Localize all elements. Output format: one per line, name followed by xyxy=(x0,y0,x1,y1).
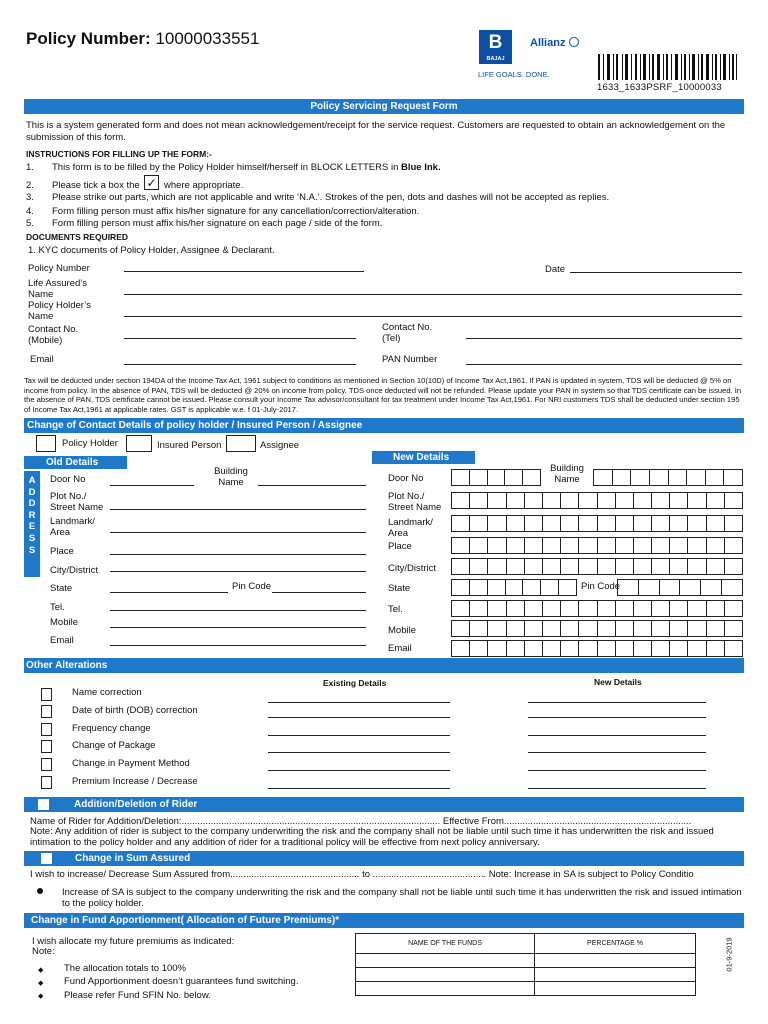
change-package-new-field[interactable] xyxy=(528,752,706,753)
rider-line: Name of Rider for Addition/Deletion:.................................................................................................. Effective From....................................................................... xyxy=(30,816,692,827)
new-building-name-grid[interactable] xyxy=(593,469,743,486)
bajaj-logo-text: BAJAJ xyxy=(486,56,505,62)
new-tel-grid[interactable] xyxy=(451,600,743,617)
old-email-field[interactable] xyxy=(110,645,366,646)
dob-correction-new-field[interactable] xyxy=(528,717,706,718)
instruction-2-text: Please tick a box the xyxy=(52,180,140,191)
sum-assured-title: Change in Sum Assured xyxy=(75,853,191,864)
sum-assured-bullet-icon xyxy=(37,888,43,894)
insured-person-checkbox[interactable] xyxy=(126,435,152,452)
instruction-1-bold: Blue Ink. xyxy=(401,162,441,173)
allianz-logo xyxy=(530,37,579,49)
old-mobile-label: Mobile xyxy=(50,617,78,628)
assignee-option: Assignee xyxy=(260,440,300,451)
name-correction-checkbox[interactable] xyxy=(41,688,52,701)
fund-bullet-icon: ◆ xyxy=(38,993,44,1000)
tagline: LIFE GOALS. DONE. xyxy=(478,70,550,79)
policy-holder-option: Policy Holder xyxy=(62,438,118,449)
documents-heading: DOCUMENTS REQUIRED xyxy=(26,232,129,242)
bajaj-logo xyxy=(479,30,512,64)
instruction-2-after: where appropriate. xyxy=(164,180,244,191)
rider-title: Addition/Deletion of Rider xyxy=(74,799,198,810)
side-date-stamp: 01-9-2019 xyxy=(724,937,734,972)
change-package-checkbox[interactable] xyxy=(41,740,52,753)
fund-bullet-1: The allocation totals to 100% xyxy=(64,963,186,974)
new-city-label: City/District xyxy=(388,563,437,574)
sum-assured-checkbox[interactable] xyxy=(41,853,52,864)
other-alterations-band: Other Alterations xyxy=(24,658,744,673)
new-place-label: Place xyxy=(388,541,412,552)
instruction-5-text: Form filling person must affix his/her signature on each page / side of the form. xyxy=(52,218,383,229)
new-city-grid[interactable] xyxy=(451,558,743,575)
new-pin-code-label: Pin Code xyxy=(581,581,621,592)
new-tel-label: Tel. xyxy=(388,604,403,615)
address-letter: A xyxy=(28,475,36,486)
barcode-text: 1633_1633PSRF_10000033 xyxy=(597,82,722,93)
instruction-5-num: 5. xyxy=(26,218,34,229)
rider-note: Note: Any addition of rider is subject to the company underwriting the risk and the company shall not be liable until such time it has underwritten the risk and issued intimation to the policy holder and any addition of rider for a traditional policy will be effective from next policy anniversary. xyxy=(30,826,714,848)
email-field[interactable] xyxy=(124,364,356,365)
instruction-3-num: 3. xyxy=(26,192,34,203)
fund-bullet-2: Fund Apportionment doesn’t guarantees fund switching. xyxy=(64,976,299,987)
old-city-label: City/District xyxy=(50,565,99,576)
old-plot-no-field[interactable] xyxy=(110,509,366,510)
old-landmark-label: Landmark/ Area xyxy=(50,516,95,538)
new-state-label: State xyxy=(388,583,411,594)
instructions-heading: INSTRUCTIONS FOR FILLING UP THE FORM:- xyxy=(26,149,212,159)
address-vertical-band xyxy=(24,471,40,577)
premium-change-existing-field[interactable] xyxy=(268,788,450,789)
life-assured-field[interactable] xyxy=(124,294,742,295)
email-label: Email xyxy=(30,354,54,365)
policy-number-field[interactable] xyxy=(124,271,364,272)
address-letter: D xyxy=(28,486,36,498)
payment-method-new-field[interactable] xyxy=(528,770,706,771)
name-correction-label: Name correction xyxy=(72,687,142,698)
new-mobile-grid[interactable] xyxy=(451,620,743,637)
name-correction-new-field[interactable] xyxy=(528,702,706,703)
fund-note: Note: xyxy=(32,946,55,957)
frequency-change-new-field[interactable] xyxy=(528,735,706,736)
tax-note: Tax will be deducted under section 194DA of the Income Tax Act, 1961 subject to conditions as mentioned in Section 10(10D) of Income Tax Act,1961. If PAN is updated in system, TDS will be deducted @ 5% on income from policy. In the absence of PAN, TDS will be deducted @ 20% on income from policy. TDS once deducted will not be refunded. Please update your PAN in system so that TDS certificate can be issued. In the absence of PAN, TDS certificate cannot be issued. Please consult your Income Tax advisor/consultant for tax treatment under Income Tax Act,1961. For NRI customers TDS shall be deducted under section 195 of Income Tax Act,1961 at applicable rates. GST is applicable w.e. f 01-July-2017. xyxy=(24,376,742,414)
old-place-field[interactable] xyxy=(110,554,366,555)
new-landmark-grid[interactable] xyxy=(451,515,743,532)
dob-correction-existing-field[interactable] xyxy=(268,717,450,718)
old-door-no-label: Door No xyxy=(50,474,86,485)
new-state-grid[interactable] xyxy=(451,579,577,596)
old-email-label: Email xyxy=(50,635,74,646)
old-building-name-label: Building Name xyxy=(214,466,248,488)
old-plot-no-label: Plot No./ Street Name xyxy=(50,491,104,513)
new-email-label: Email xyxy=(388,643,412,654)
old-place-label: Place xyxy=(50,546,74,557)
fund-intro: I wish allocate my future premiums as indicated: xyxy=(32,936,235,947)
contact-tel-field[interactable] xyxy=(466,338,742,339)
policy-holder-checkbox[interactable] xyxy=(36,435,56,452)
old-door-no-field[interactable] xyxy=(110,485,194,486)
change-package-existing-field[interactable] xyxy=(268,752,450,753)
new-building-name-label: Building Name xyxy=(550,463,584,485)
premium-change-checkbox[interactable] xyxy=(41,776,52,789)
address-letter: S xyxy=(28,544,36,556)
fund-table-row[interactable] xyxy=(356,954,695,968)
frequency-change-existing-field[interactable] xyxy=(268,735,450,736)
policy-number-value: 10000033551 xyxy=(155,29,260,48)
new-details-heading: New Details xyxy=(594,677,642,687)
instruction-1 xyxy=(52,162,441,173)
instruction-4-text: Form filling person must affix his/her signature for any cancellation/correction/alteration. xyxy=(52,206,420,217)
form-title-band: Policy Servicing Request Form xyxy=(24,99,744,114)
old-mobile-field[interactable] xyxy=(110,627,366,628)
sample-tick-box: ✓ xyxy=(144,175,159,190)
new-door-no-label: Door No xyxy=(388,473,424,484)
instruction-1-num: 1. xyxy=(26,162,34,173)
documents-item: 1. KYC documents of Policy Holder, Assignee & Declarant. xyxy=(28,245,275,256)
bajaj-logo-mark: B xyxy=(488,32,503,53)
payment-method-label: Change in Payment Method xyxy=(72,758,190,769)
fund-bullet-icon: ◆ xyxy=(38,980,44,987)
new-mobile-label: Mobile xyxy=(388,625,416,636)
new-details-band: New Details xyxy=(372,451,475,464)
rider-checkbox[interactable] xyxy=(38,799,49,810)
old-state-label: State xyxy=(50,583,73,594)
new-plot-no-grid[interactable] xyxy=(451,492,743,509)
old-pin-code-label: Pin Code xyxy=(232,581,272,592)
allianz-eagle-icon xyxy=(569,37,579,47)
date-label: Date xyxy=(545,264,566,275)
new-door-no-grid[interactable] xyxy=(451,469,541,486)
fund-col-percentage: PERCENTAGE % xyxy=(587,940,643,947)
policy-number-field-label: Policy Number xyxy=(28,263,90,274)
assignee-checkbox[interactable] xyxy=(226,435,256,452)
existing-details-heading: Existing Details xyxy=(323,678,387,688)
date-field[interactable] xyxy=(570,272,742,273)
fund-table-header xyxy=(356,934,695,954)
instruction-3-text: Please strike out parts, which are not applicable and write ‘N.A.’. Strokes of the pen, dots and dashes will not be accepted as replies. xyxy=(52,192,610,203)
barcode xyxy=(598,54,738,80)
pan-field[interactable] xyxy=(466,364,742,365)
contact-tel-label: Contact No. (Tel) xyxy=(382,322,433,344)
policy-holder-field[interactable] xyxy=(124,316,742,317)
instruction-2-num: 2. xyxy=(26,180,34,191)
instruction-1-text: This form is to be filled by the Policy Holder himself/herself in BLOCK LETTERS in xyxy=(52,162,399,173)
old-pin-code-field[interactable] xyxy=(272,592,366,593)
policy-number-label: Policy Number: xyxy=(26,29,151,48)
fund-band: Change in Fund Apportionment( Allocation of Future Premiums)* xyxy=(24,913,744,928)
contact-section-band: Change of Contact Details of policy holder / Insured Person / Assignee xyxy=(24,418,744,433)
sum-assured-line: I wish to increase/ Decrease Sum Assured from................................................. to ........................................... Note: Increase in SA is subject to Policy Conditio xyxy=(30,869,694,880)
insured-person-option: Insured Person xyxy=(157,440,222,451)
fund-col-name: NAME OF THE FUNDS xyxy=(408,940,482,947)
fund-table-row[interactable] xyxy=(356,968,695,982)
premium-change-label: Premium Increase / Decrease xyxy=(72,776,198,787)
address-letter: D xyxy=(28,498,36,510)
old-details-band: Old Details xyxy=(24,456,127,469)
new-landmark-label: Landmark/ Area xyxy=(388,517,433,539)
fund-bullet-3: Please refer Fund SFIN No. below. xyxy=(64,990,211,1001)
old-landmark-field[interactable] xyxy=(110,532,366,533)
payment-method-existing-field[interactable] xyxy=(268,770,450,771)
policy-number-heading xyxy=(26,29,259,49)
new-place-grid[interactable] xyxy=(451,537,743,554)
name-correction-existing-field[interactable] xyxy=(268,702,450,703)
policy-holder-label: Policy Holder’s Name xyxy=(28,300,92,322)
intro-text: This is a system generated form and does not mean acknowledgement/receipt for the service request. Customers are requested to obtain an acknowledgement on the submission of this form. xyxy=(26,120,726,143)
new-email-grid[interactable] xyxy=(451,640,743,657)
new-plot-no-label: Plot No./ Street Name xyxy=(388,491,442,513)
sum-assured-band xyxy=(24,851,744,866)
old-building-name-field[interactable] xyxy=(258,485,366,486)
sum-assured-bullet: Increase of SA is subject to the company underwriting the risk and the company shall not be liable until such time it has underwritten the risk and issued intimation to the policy holder. xyxy=(62,887,742,909)
instruction-4-num: 4. xyxy=(26,206,34,217)
address-letter: S xyxy=(28,532,36,544)
fund-table-row[interactable] xyxy=(356,982,695,996)
allianz-logo-text: Allianz xyxy=(530,37,566,49)
dob-correction-label: Date of birth (DOB) correction xyxy=(72,705,198,716)
old-tel-label: Tel. xyxy=(50,602,65,613)
contact-mobile-field[interactable] xyxy=(124,338,356,339)
address-letter: R xyxy=(28,509,36,521)
payment-method-checkbox[interactable] xyxy=(41,758,52,771)
rider-band xyxy=(24,797,744,812)
old-city-field[interactable] xyxy=(110,571,366,572)
change-package-label: Change of Package xyxy=(72,740,156,751)
frequency-change-label: Frequency change xyxy=(72,723,151,734)
fund-table xyxy=(355,933,696,996)
life-assured-label: Life Assured’s Name xyxy=(28,278,87,300)
pan-label: PAN Number xyxy=(382,354,438,365)
premium-change-new-field[interactable] xyxy=(528,788,706,789)
frequency-change-checkbox[interactable] xyxy=(41,723,52,736)
fund-bullet-icon: ◆ xyxy=(38,967,44,974)
address-letter: E xyxy=(28,521,36,533)
dob-correction-checkbox[interactable] xyxy=(41,705,52,718)
old-state-field[interactable] xyxy=(110,592,228,593)
old-tel-field[interactable] xyxy=(110,610,366,611)
contact-mobile-label: Contact No. (Mobile) xyxy=(28,324,79,346)
new-pin-code-grid[interactable] xyxy=(617,579,743,596)
